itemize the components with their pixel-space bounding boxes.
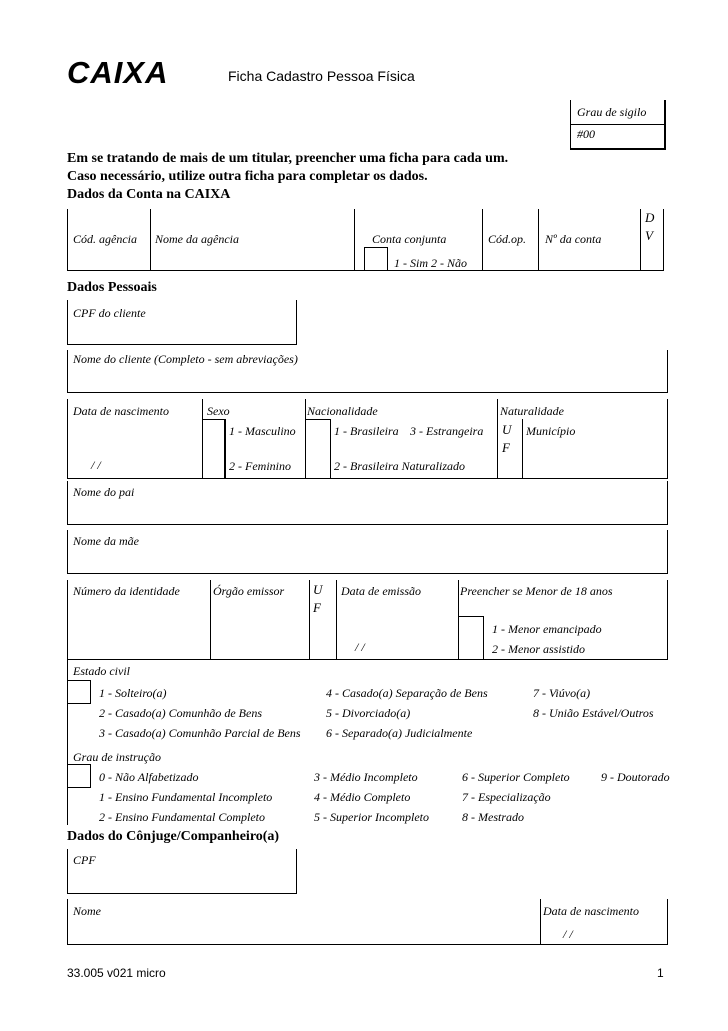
section-conta: Dados da Conta na CAIXA <box>67 187 231 202</box>
nome-agencia-field[interactable]: Nome da agência <box>155 232 239 246</box>
uf-field[interactable]: U <box>502 422 512 437</box>
form-title: Ficha Cadastro Pessoa Física <box>228 68 415 84</box>
estado-civil-opt: 4 - Casado(a) Separação de Bens <box>326 686 488 700</box>
sigilo-label: Grau de sigilo <box>577 105 647 119</box>
cod-op-field[interactable]: Cód.op. <box>488 232 527 246</box>
nacionalidade-naturalizado: 2 - Brasileira Naturalizado <box>334 459 466 473</box>
nome-cliente-label: Nome do cliente (Completo - sem abreviações) <box>73 352 298 366</box>
instrucao-opt: 1 - Ensino Fundamental Incompleto <box>99 790 273 804</box>
cpf-conjuge-field[interactable] <box>67 849 297 894</box>
instruction-line-2: Caso necessário, utilize outra ficha para completar os dados. <box>67 169 428 184</box>
estado-civil-opt: 8 - União Estável/Outros <box>533 706 654 720</box>
cod-agencia-field[interactable]: Cód. agência <box>73 232 137 246</box>
nome-conjuge-field[interactable]: Nome <box>73 904 101 918</box>
instrucao-opt: 3 - Médio Incompleto <box>314 770 418 784</box>
instrucao-opt: 0 - Não Alfabetizado <box>99 770 199 784</box>
page-number: 1 <box>657 966 664 980</box>
instrucao-opt: 9 - Doutorado <box>601 770 670 784</box>
estado-civil-opt: 7 - Viúvo(a) <box>533 686 591 700</box>
nome-pai-label: Nome do pai <box>73 485 135 499</box>
identidade-field[interactable]: Número da identidade <box>73 584 180 598</box>
uf-emissor-field-f: F <box>313 600 321 615</box>
estado-civil-opt: 2 - Casado(a) Comunhão de Bens <box>99 706 262 720</box>
naturalidade-label: Naturalidade <box>500 404 565 418</box>
instrucao-opt: 6 - Superior Completo <box>462 770 570 784</box>
svg-text:CAIXA: CAIXA <box>67 55 169 87</box>
nacionalidade-label: Nacionalidade <box>307 404 378 418</box>
cpf-cliente-label: CPF do cliente <box>73 306 146 320</box>
instrucao-opt: 4 - Médio Completo <box>314 790 411 804</box>
menor-assistido: 2 - Menor assistido <box>492 642 585 656</box>
menor-label: Preencher se Menor de 18 anos <box>460 584 613 598</box>
menor-checkbox[interactable] <box>458 616 484 660</box>
instrucao-label: Grau de instrução <box>73 750 161 764</box>
nome-mae-label: Nome da mãe <box>73 534 139 548</box>
instrucao-opt: 7 - Especialização <box>462 790 551 804</box>
conta-conjunta-options: 1 - Sim 2 - Não <box>394 256 467 270</box>
conta-conjunta-checkbox[interactable] <box>364 247 388 271</box>
data-nasc-label: Data de nascimento <box>73 404 169 418</box>
estado-civil-opt: 1 - Solteiro(a) <box>99 686 167 700</box>
cpf-conjuge-label: CPF <box>73 853 96 867</box>
instrucao-opt: 5 - Superior Incompleto <box>314 810 429 824</box>
data-emissao-label: Data de emissão <box>341 584 421 598</box>
data-emissao-field[interactable]: / / <box>355 640 365 654</box>
estado-civil-opt: 6 - Separado(a) Judicialmente <box>326 726 473 740</box>
instructions <box>67 150 508 186</box>
uf-field-f: F <box>502 440 510 455</box>
data-nasc-conjuge-field[interactable]: / / <box>563 927 573 941</box>
nacionalidade-checkbox[interactable] <box>305 420 331 478</box>
nacionalidade-estrangeira: 3 - Estrangeira <box>410 424 484 438</box>
section-pessoais: Dados Pessoais <box>67 280 157 295</box>
orgao-emissor-field[interactable]: Órgão emissor <box>213 584 285 598</box>
conta-conjunta-label: Conta conjunta <box>372 232 447 246</box>
instruction-line-1: Em se tratando de mais de um titular, preencher uma ficha para cada um. <box>67 151 509 166</box>
sexo-checkbox[interactable] <box>203 420 225 478</box>
estado-civil-checkbox[interactable] <box>67 680 91 704</box>
sexo-label: Sexo <box>207 404 230 418</box>
data-nasc-conjuge-label: Data de nascimento <box>543 904 639 918</box>
menor-emancipado: 1 - Menor emancipado <box>492 622 602 636</box>
num-conta-field[interactable]: Nº da conta <box>545 232 602 246</box>
form-code: 33.005 v021 micro <box>67 966 166 980</box>
municipio-field[interactable]: Município <box>526 424 576 438</box>
estado-civil-label: Estado civil <box>73 664 130 678</box>
sexo-feminino: 2 - Feminino <box>229 459 291 473</box>
instrucao-opt: 2 - Ensino Fundamental Completo <box>99 810 265 824</box>
uf-emissor-field[interactable]: U <box>313 582 323 597</box>
dv-field-v: V <box>645 228 653 243</box>
nome-pai-field[interactable] <box>67 481 668 525</box>
section-conjuge: Dados do Cônjuge/Companheiro(a) <box>67 829 280 844</box>
estado-civil-opt: 3 - Casado(a) Comunhão Parcial de Bens <box>99 726 301 740</box>
sigilo-box <box>570 100 666 150</box>
instrucao-checkbox[interactable] <box>67 764 91 788</box>
nacionalidade-brasileira: 1 - Brasileira <box>334 424 399 438</box>
sigilo-value: #00 <box>577 127 595 141</box>
nome-mae-field[interactable] <box>67 530 668 574</box>
caixa-logo <box>67 55 189 87</box>
instrucao-opt: 8 - Mestrado <box>462 810 524 824</box>
data-nasc-field[interactable]: / / <box>91 458 101 472</box>
sexo-masculino: 1 - Masculino <box>229 424 296 438</box>
dv-field[interactable]: D <box>645 210 655 225</box>
estado-civil-opt: 5 - Divorciado(a) <box>326 706 411 720</box>
